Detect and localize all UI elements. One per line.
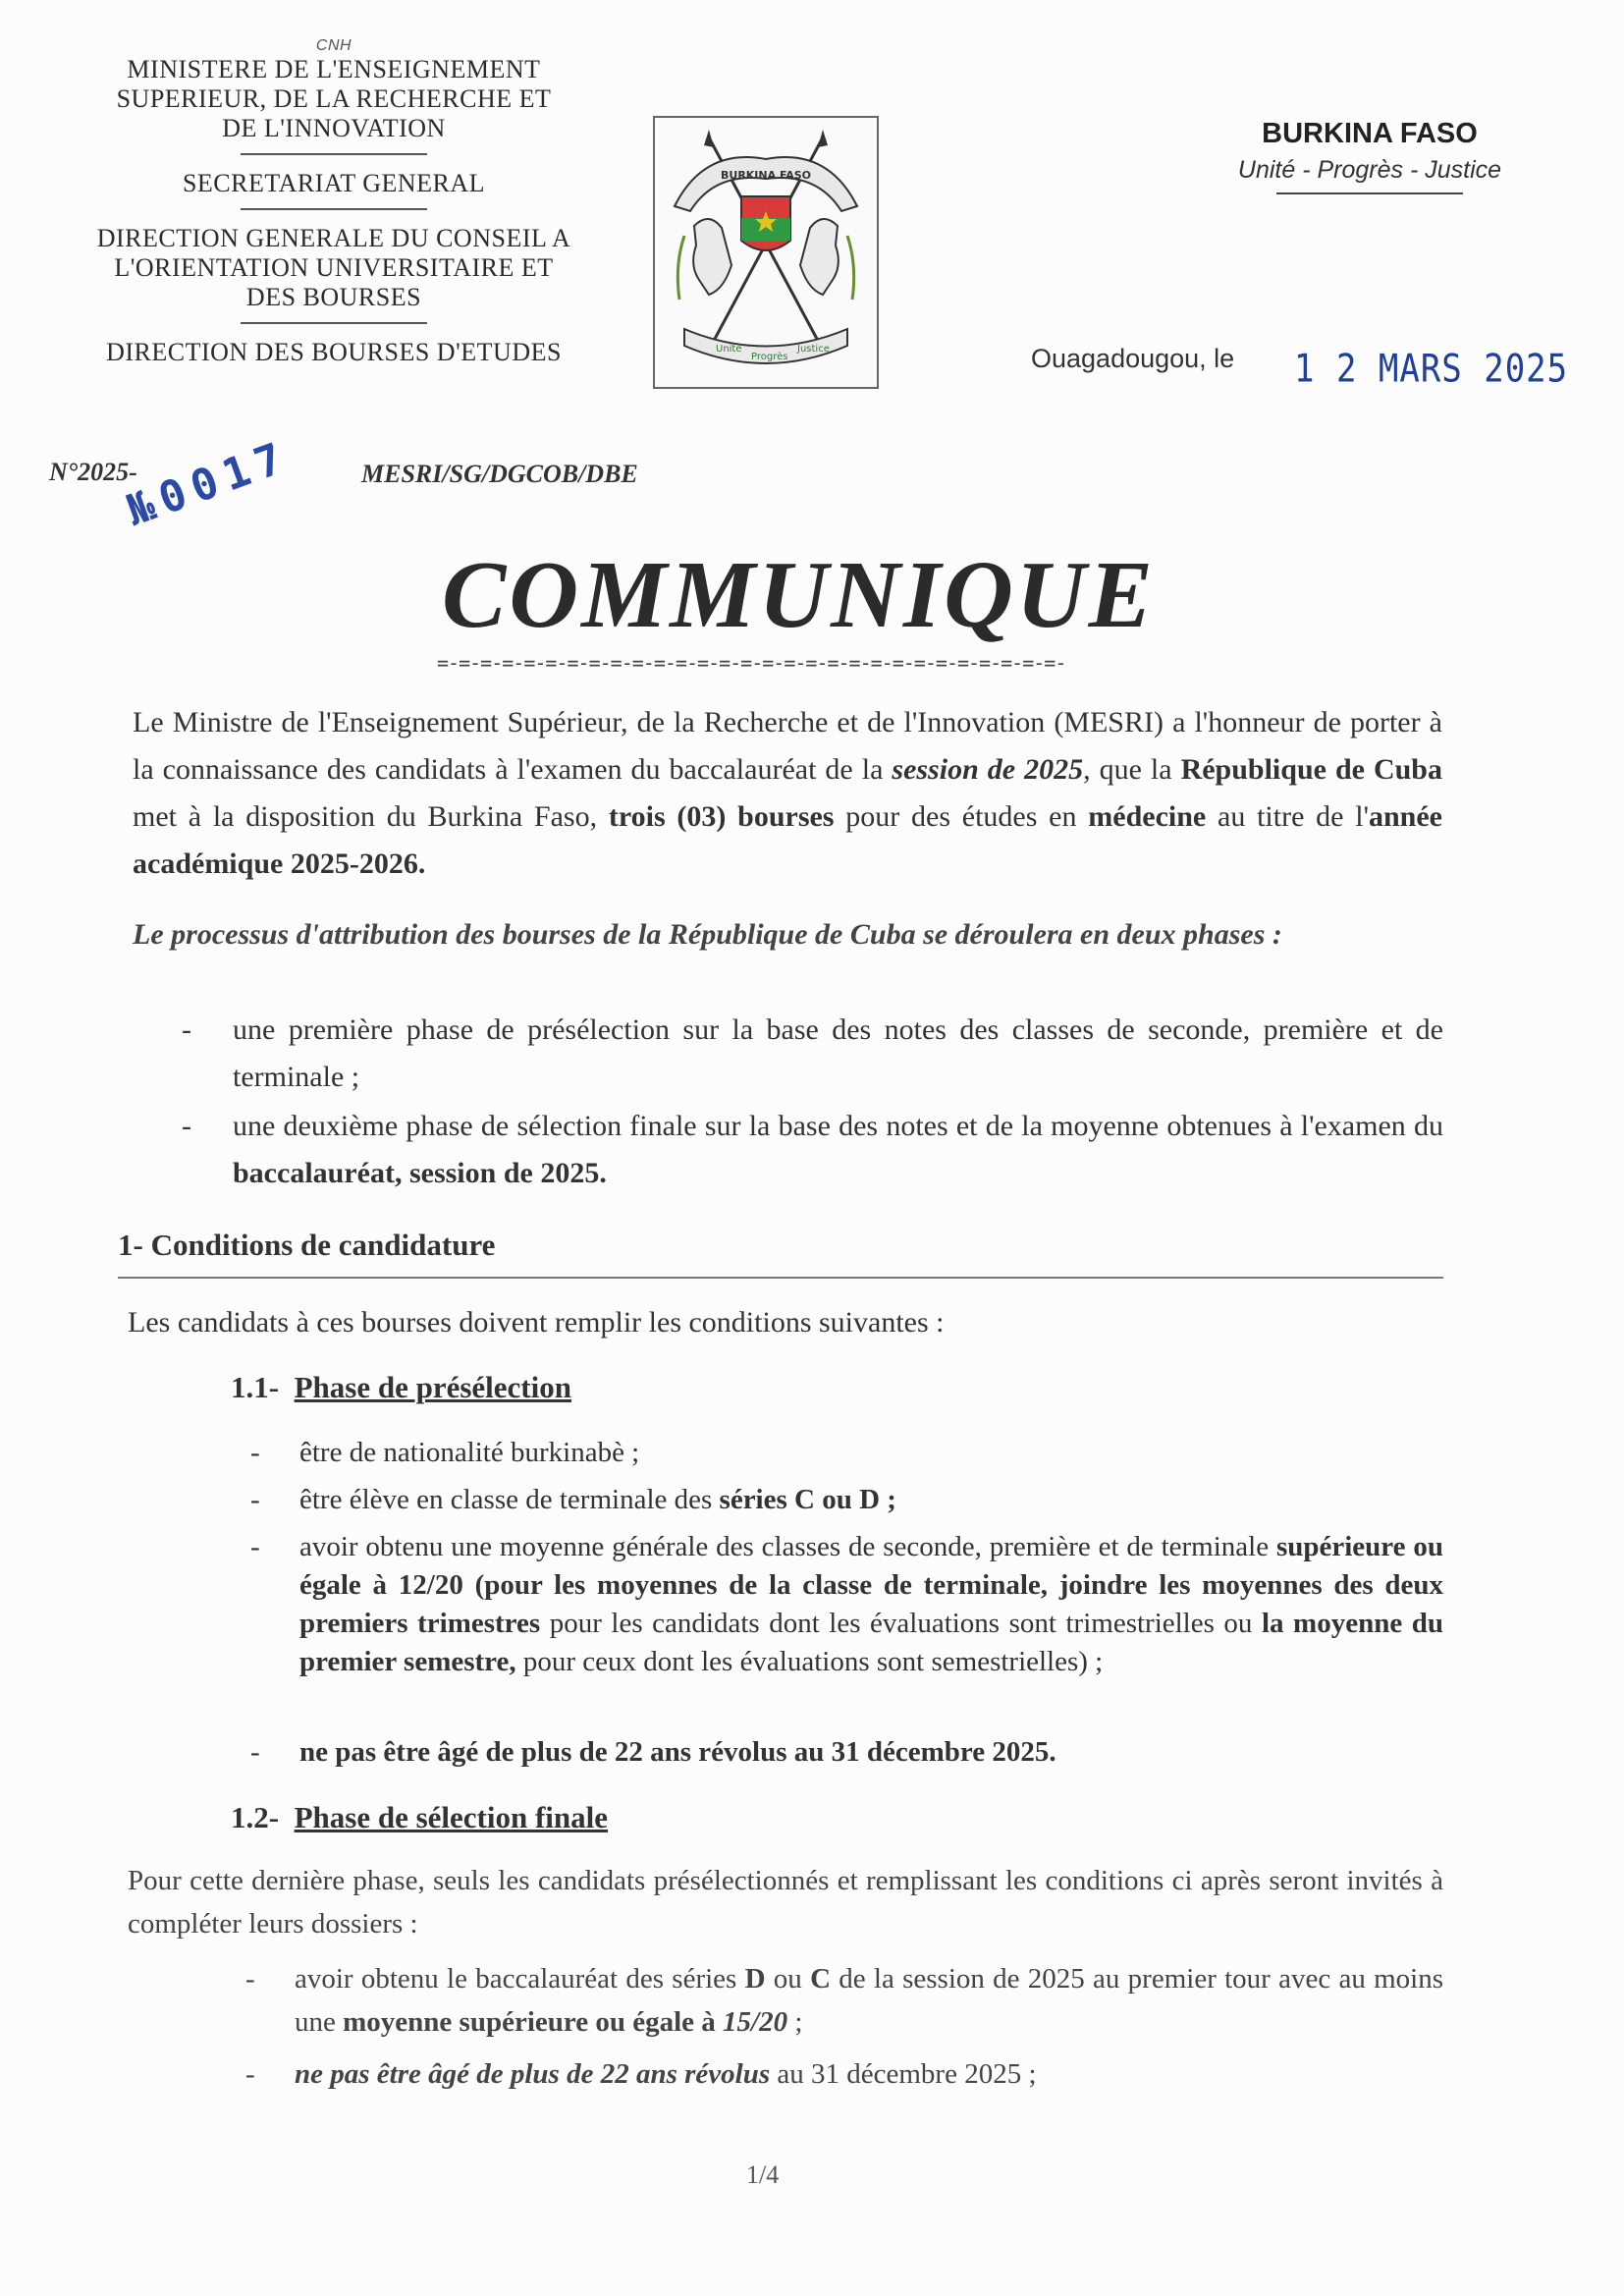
subsection-number: 1.2- [231,1800,280,1834]
list-dash: - [250,1437,260,1468]
condition-text-bold: moyenne supérieure ou égale à [343,2006,724,2038]
ministry-line: DE L'INNOVATION [222,114,446,142]
section-intro: Les candidats à ces bourses doivent remplir les conditions suivantes : [128,1306,945,1339]
country-motto: Unité - Progrès - Justice [1237,156,1502,184]
emblem-motto-left: Unité [716,344,742,355]
ministry-line: SUPERIEUR, DE LA RECHERCHE ET [116,84,552,113]
ministry-name [39,55,628,143]
emblem-banner-text: BURKINA FASO [721,169,811,182]
list-dash: - [245,2058,255,2090]
intro-text: , que la [1083,753,1181,786]
condition-text-part: être élève en classe de terminale des [299,1484,720,1515]
condition-item [250,1481,1443,1520]
condition-text-part: avoir obtenu le baccalauréat des séries [295,1963,745,1995]
final-phase-intro: Pour cette dernière phase, seuls les candidats présélectionnés et remplissant les conditions ci après seront invités à compléter leurs dossiers : [128,1865,1443,1940]
subsection-heading [231,1800,608,1835]
direction-line: DES BOURSES [245,283,422,311]
condition-text-bold: supérieure ou égale à 12/20 (pour les moyennes de la classe de terminale, joindre les moyennes des deux premiers trimestres [299,1531,1443,1639]
emblem-motto-mid: Progrès [751,352,788,362]
section-heading: 1- Conditions de candidature [118,1228,496,1262]
title-underline: =-=-=-=-=-=-=-=-=-=-=-=-=-=-=-=-=-=-=-=-=-=-=-=-=-=-=-=-=- [437,651,1066,675]
page-number: 1/4 [746,2160,780,2189]
direction-line: DIRECTION GENERALE DU CONSEIL A [96,224,571,252]
intro-count: trois (03) bourses [608,800,835,833]
condition-text: être de nationalité burkinabè ; [299,1437,640,1468]
list-dash: - [182,1110,191,1142]
direction-line: L'ORIENTATION UNIVERSITAIRE ET [114,253,554,282]
condition-text [295,1957,1443,2044]
header-divider [241,153,427,155]
list-dash: - [250,1484,260,1515]
condition-text [299,1528,1443,1681]
condition-text-part: au 31 décembre 2025 ; [770,2058,1037,2090]
intro-paragraph [133,699,1442,888]
list-dash: - [182,1013,191,1046]
secretariat-general: SECRETARIAT GENERAL [182,169,486,197]
condition-text-bold: 15/20 [723,2006,788,2038]
condition-item [245,2052,1443,2092]
condition-item [250,1434,1443,1473]
header-divider [1276,192,1463,194]
subsection-number: 1.1- [231,1370,280,1404]
intro-text: pour des études en [834,800,1089,833]
intro-text: Le Ministre de l'Enseignement Supérieur, de la Recherche et de l'Innovation (MESRI) a l'honneur de porter à la connaissance des candidats à l'examen du baccalauréat de la [133,706,1442,786]
emblem-motto-right: Justice [797,344,830,355]
direction-bourses: DIRECTION DES BOURSES D'ETUDES [106,338,562,366]
process-paragraph: Le processus d'attribution des bourses de la République de Cuba se déroulera en deux phases : [133,918,1282,951]
condition-item [250,1528,1443,1724]
condition-text-part: pour les candidats dont les évaluations sont trimestrielles ou [540,1608,1262,1639]
country-name: BURKINA FASO [1262,118,1478,149]
condition-text-bold: la moyenne du premier semestre, [299,1608,1443,1677]
document-title: COMMUNIQUE [442,542,1157,648]
intro-text: met à la disposition du Burkina Faso, [133,800,609,833]
reference-number-stamp: №0017 [120,431,298,536]
subsection-heading [231,1370,571,1405]
ministry-line: MINISTERE DE L'ENSEIGNEMENT [127,55,541,83]
condition-text [299,1481,1443,1519]
condition-text-part: pour ceux dont les évaluations sont semestrielles) ; [515,1646,1104,1677]
subsection-title: Phase de sélection finale [294,1800,609,1834]
coat-of-arms-emblem [653,116,879,389]
condition-text: ne pas être âgé de plus de 22 ans révolus au 31 décembre 2025. [299,1736,1056,1768]
intro-field: médecine [1088,800,1207,833]
place-line: Ouagadougou, le [1031,344,1235,373]
phase-text: une première phase de présélection sur la base des notes des classes de seconde, première et de terminale ; [233,1013,1443,1093]
list-dash: - [250,1736,260,1768]
intro-text: au titre de l' [1206,800,1369,833]
intro-academic-year: année académique 2025-2026. [133,800,1442,880]
country-header [1208,118,1532,194]
phase-item [182,1103,1443,1197]
cnh-mark: CNH [315,37,352,54]
section-rule [118,1277,1443,1279]
reference-prefix: N°2025- [49,458,137,486]
direction-generale [39,224,628,312]
condition-text-bold: C [810,1963,832,1995]
condition-text-bold: ne pas être âgé de plus de 22 ans révolus [295,2058,771,2090]
condition-text [295,2052,1443,2096]
condition-item [250,1733,1443,1773]
reference-code: MESRI/SG/DGCOB/DBE [361,460,638,488]
phase-text-bold: baccalauréat, session de 2025. [233,1157,607,1189]
intro-session: session de 2025 [892,753,1084,786]
list-dash: - [250,1531,260,1562]
condition-text-bold: séries C ou D ; [719,1484,896,1515]
condition-text-part: ou [765,1963,811,1995]
condition-text-bold: D [744,1963,766,1995]
phase-text [233,1103,1443,1197]
list-dash: - [245,1963,255,1995]
condition-item [245,1957,1443,2046]
header-divider [241,208,427,210]
coat-of-arms-icon [655,118,877,387]
intro-country: République de Cuba [1180,753,1442,786]
condition-text-part: ; [787,2006,803,2038]
subsection-title: Phase de présélection [294,1370,571,1404]
condition-text-part: de la session de 2025 au premier tour avec au moins une [295,1963,1443,2038]
phase-item [182,1007,1443,1101]
condition-text-part: avoir obtenu une moyenne générale des classes de seconde, première et de terminale [299,1531,1276,1562]
date-stamp: 1 2 MARS 2025 [1294,347,1569,392]
header-divider [241,322,427,324]
ministry-header [39,37,628,367]
phase-text-part: une deuxième phase de sélection finale sur la base des notes et de la moyenne obtenues à l'examen du [233,1110,1443,1142]
